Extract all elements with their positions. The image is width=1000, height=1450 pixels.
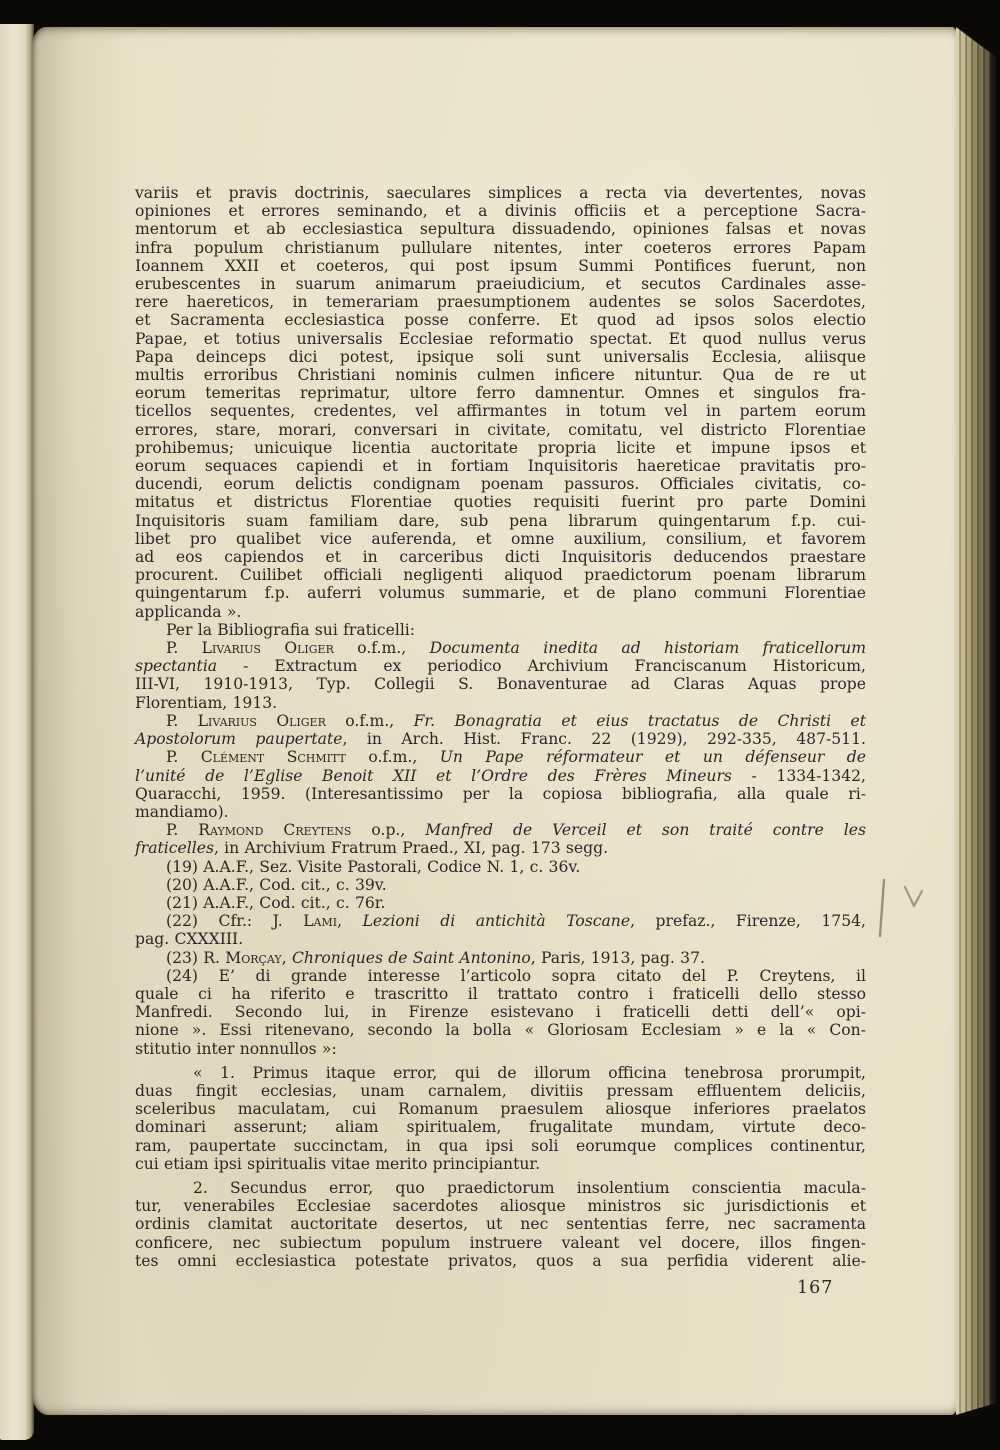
- body-text: eorum sequaces capiendi et in fortiam Inquisitoris haereticae pravitatis pro-: [135, 457, 866, 476]
- body-text: 2. Secundus error, quo praedictorum insolentium conscientia macula-: [193, 1178, 866, 1197]
- text-line: [135, 384, 866, 402]
- text-line: [135, 1118, 866, 1136]
- text-line: [135, 1003, 866, 1021]
- body-text: ordinis clamitat auctoritate desertos, ut nec sententias ferre, nec sacramenta: [135, 1215, 866, 1234]
- body-text: , Paris, 1913, pag. 37.: [530, 948, 705, 967]
- text-line: [135, 675, 866, 693]
- text-line: [135, 1137, 866, 1155]
- body-text: tur, venerabiles Ecclesiae sacerdotes aliosque ministros sic jurisdictionis et: [135, 1197, 866, 1216]
- text-line: [135, 202, 866, 220]
- text-line: [135, 1179, 866, 1197]
- body-text: et Sacramenta ecclesiastica posse conferre. Et quod ad ipsos solos electio: [135, 311, 866, 330]
- body-text: conficere, nec subiectum populum instruere valeant vel docere, illos fingen-: [135, 1233, 866, 1252]
- body-text: mandiamo).: [135, 802, 229, 821]
- text-line: [135, 293, 866, 311]
- body-text: P.: [166, 748, 201, 767]
- body-text: cui etiam ipsi spiritualis vitae merito principiantur.: [135, 1154, 541, 1173]
- body-text: Inquisitoris suam familiam dare, sub pena librarum quingentarum f.p. cui-: [135, 511, 866, 530]
- text-line: [135, 621, 866, 639]
- body-text: (19) A.A.F., Sez. Visite Pastorali, Codice N. 1, c. 36v.: [166, 857, 581, 876]
- text-line: [135, 912, 866, 930]
- text-line: [135, 421, 866, 439]
- text-line: [135, 1197, 866, 1215]
- text-line: [135, 694, 866, 712]
- italic-text: Apostolorum paupertate: [135, 730, 343, 749]
- body-text: errores, stare, morari, conversari in civitate, comitatu, vel districto Florentiae: [135, 420, 866, 439]
- text-line: [135, 530, 866, 548]
- italic-text: Un Pape réformateur et un défenseur de: [439, 748, 867, 767]
- body-text: « 1. Primus itaque error, qui de illorum officina tenebrosa prorumpit,: [193, 1063, 866, 1082]
- smallcaps-name: Lami: [303, 912, 338, 931]
- body-text: prohibemus; unicuique licentia auctoritate propria licite et impune ipsos et: [135, 438, 866, 457]
- body-text: P.: [166, 639, 202, 658]
- body-text: variis et pravis doctrinis, saeculares simplices a recta via devertentes, novas: [135, 184, 866, 202]
- body-text: (23) R.: [166, 948, 226, 967]
- text-line: [135, 748, 866, 766]
- text-line: [135, 257, 866, 275]
- text-line: [135, 1064, 866, 1082]
- text-line: [135, 603, 866, 621]
- text-line: [135, 967, 866, 985]
- text-line: [135, 457, 866, 475]
- text-line: [135, 712, 866, 730]
- text-line: [135, 949, 866, 967]
- page-number: 167: [797, 1278, 834, 1298]
- italic-text: Lezioni di antichità Toscane: [362, 912, 631, 931]
- italic-text: spectantia: [135, 657, 218, 676]
- text-line: [135, 1082, 866, 1100]
- body-text: , prefaz., Firenze, 1754,: [630, 912, 866, 931]
- body-text: , in Archivium Fratrum Praed., XI, pag. 173 segg.: [213, 839, 609, 858]
- italic-text: Documenta inedita ad historiam fraticellorum: [429, 639, 867, 658]
- body-text: , in Arch. Hist. Franc. 22 (1929), 292-335, 487-511.: [342, 730, 866, 749]
- text-line: [135, 985, 866, 1003]
- body-text: mitatus et districtus Florentiae quoties requisiti fuerint pro parte Domini: [135, 493, 866, 512]
- body-text: o.f.m.,: [333, 639, 430, 658]
- italic-text: Chroniques de Saint Antonino: [291, 948, 531, 967]
- text-line: [135, 858, 866, 876]
- body-text: (22) Cfr.: J.: [166, 912, 304, 931]
- text-line: [135, 894, 866, 912]
- text-line: [135, 1215, 866, 1233]
- text-line: [135, 1040, 866, 1058]
- text-line: [135, 439, 866, 457]
- body-text: eorum temeritas reprimatur, ultore ferro damnentur. Omnes et singulos fra-: [135, 384, 866, 403]
- body-text: quingentarum f.p. auferri volumus summarie, et de plano communi Florentiae: [135, 584, 866, 603]
- body-text: duas fingit ecclesias, unam carnalem, divitiis pressam effluentem deliciis,: [135, 1081, 866, 1100]
- body-text: ducendi, eorum delictis condignam poenam passuros. Officiales civitatis, co-: [135, 475, 866, 494]
- body-text: infra populum christianum pullulare nitentes, inter coeteros errores Papam: [135, 238, 866, 257]
- body-text: Per la Bibliografia sui fraticelli:: [166, 620, 416, 639]
- body-text: rere haereticos, in temerariam praesumptionem audentes se solos Sacerdotes,: [135, 293, 866, 312]
- text-line: [135, 348, 866, 366]
- body-text: Papae, et totius universalis Ecclesiae reformatio spectat. Et quod nullus verus: [135, 329, 866, 348]
- text-line: [135, 402, 866, 420]
- text-line: [135, 330, 866, 348]
- body-text: o.f.m.,: [325, 711, 414, 730]
- text-line: [135, 493, 866, 511]
- body-text: (21) A.A.F., Cod. cit., c. 76r.: [166, 893, 386, 912]
- text-line: [135, 548, 866, 566]
- italic-text: Manfred de Verceil et son traité contre les: [425, 821, 866, 840]
- smallcaps-name: Morçay: [225, 948, 282, 967]
- body-text: P.: [166, 821, 199, 840]
- text-line: [135, 839, 866, 857]
- text-line: [135, 584, 866, 602]
- body-text: ticellos sequentes, credentes, vel affirmantes in totum vel in partem eorum: [135, 402, 866, 421]
- body-text: pag. CXXXIII.: [135, 930, 244, 949]
- text-line: [135, 239, 866, 257]
- body-text: applicanda ».: [135, 602, 242, 621]
- body-text: - 1334-1342,: [731, 766, 866, 785]
- text-line: [135, 275, 866, 293]
- body-text: (20) A.A.F., Cod. cit., c. 39v.: [166, 875, 387, 894]
- body-text: tes omni ecclesiastica potestate privatos, quos a sua perfidia viderent alie-: [135, 1251, 866, 1270]
- pencil-check-mark: [842, 844, 937, 954]
- body-text: - Extractum ex periodico Archivium Franciscanum Historicum,: [217, 657, 866, 676]
- body-text: P.: [166, 711, 198, 730]
- body-text: ad eos capiendos et in carceribus dicti Inquisitoris deducendos praestare: [135, 548, 866, 567]
- text-line: [135, 785, 866, 803]
- text-line: [135, 1021, 866, 1039]
- text-line: [135, 930, 866, 948]
- body-text: Ioannem XXII et coeteros, qui post ipsum Summi Pontifices fuerunt, non: [135, 256, 866, 275]
- smallcaps-name: Livarius Oliger: [197, 711, 326, 730]
- text-line: [135, 1100, 866, 1118]
- text-line: [135, 475, 866, 493]
- smallcaps-name: Livarius Oliger: [201, 639, 334, 658]
- body-text: Manfredi. Secondo lui, in Firenze esistevano i fraticelli detti dell’« opi-: [135, 1003, 866, 1022]
- text-line: [135, 1252, 866, 1270]
- text-line: [135, 803, 866, 821]
- text-line: [135, 876, 866, 894]
- body-text: nione ». Essi ritenevano, secondo la bolla « Gloriosam Ecclesiam » e la « Con-: [135, 1021, 866, 1040]
- italic-text: Fr. Bonagratia et eius tractatus de Christi et: [413, 711, 867, 730]
- text-line: [135, 730, 866, 748]
- text-line: [135, 1234, 866, 1252]
- text-line: [135, 184, 866, 202]
- body-text: Quaracchi, 1959. (Interesantissimo per la copiosa bibliografia, alla quale ri-: [135, 784, 866, 803]
- body-text: sceleribus maculatam, cui Romanum praesulem aliosque inferiores praelatos: [135, 1100, 866, 1119]
- body-text: (24) E’ di grande interesse l’articolo sopra citato del P. Creytens, il: [166, 966, 866, 985]
- text-line: [135, 366, 866, 384]
- smallcaps-name: Raymond Creytens: [198, 821, 352, 840]
- text-line: [135, 657, 866, 675]
- body-text: ,: [281, 948, 292, 967]
- body-text: III-VI, 1910-1913, Typ. Collegii S. Bonaventurae ad Claras Aquas prope: [135, 675, 866, 694]
- body-text: ,: [337, 912, 363, 931]
- smallcaps-name: Clément Schmitt: [200, 748, 346, 767]
- body-text: procurent. Cuilibet officiali negligenti aliquod praedictorum poenam librarum: [135, 566, 866, 585]
- italic-text: l’unité de l’Eglise Benoit XII et l’Ordre des Frères Mineurs: [135, 766, 732, 785]
- text-line: [135, 220, 866, 238]
- text-line: [135, 639, 866, 657]
- facing-page-edge: [0, 24, 34, 1440]
- text-line: [135, 311, 866, 329]
- text-line: [135, 767, 866, 785]
- book-page: [32, 27, 957, 1415]
- text-block: [135, 184, 866, 1270]
- page-stack-edge: [956, 27, 996, 1415]
- body-text: dominari asserunt; aliam spiritualem, frugalitate mundam, virtute deco-: [135, 1118, 866, 1137]
- body-text: o.p.,: [351, 821, 426, 840]
- italic-text: fraticelles: [135, 839, 214, 858]
- text-line: [135, 821, 866, 839]
- body-text: opiniones et errores seminando, et a divinis officiis et a perceptione Sacra-: [135, 202, 866, 221]
- body-text: Florentiam, 1913.: [135, 693, 278, 712]
- body-text: multis erroribus Christiani nominis culmen inficere nituntur. Qua de re ut: [135, 366, 866, 385]
- body-text: ram, paupertate succinctam, in qua ipsi soli eorumque complices continentur,: [135, 1136, 866, 1155]
- body-text: libet pro qualibet vice auferenda, et omne auxilium, consilium, et favorem: [135, 529, 866, 548]
- text-line: [135, 1155, 866, 1173]
- body-text: mentorum et ab ecclesiastica sepultura dissuadendo, opiniones falsas et novas: [135, 220, 866, 239]
- body-text: erubescentes in suarum animarum praeiudicium, et secutos Cardinales asse-: [135, 275, 866, 294]
- body-text: Papa deinceps dici potest, ipsique soli sunt universalis Ecclesia, aliisque: [135, 347, 866, 366]
- text-line: [135, 512, 866, 530]
- text-line: [135, 566, 866, 584]
- body-text: stitutio inter nonnullos »:: [135, 1039, 337, 1058]
- body-text: quale ci ha riferito e trascritto il trattato contro i fraticelli dello stesso: [135, 984, 866, 1003]
- body-text: o.f.m.,: [345, 748, 440, 767]
